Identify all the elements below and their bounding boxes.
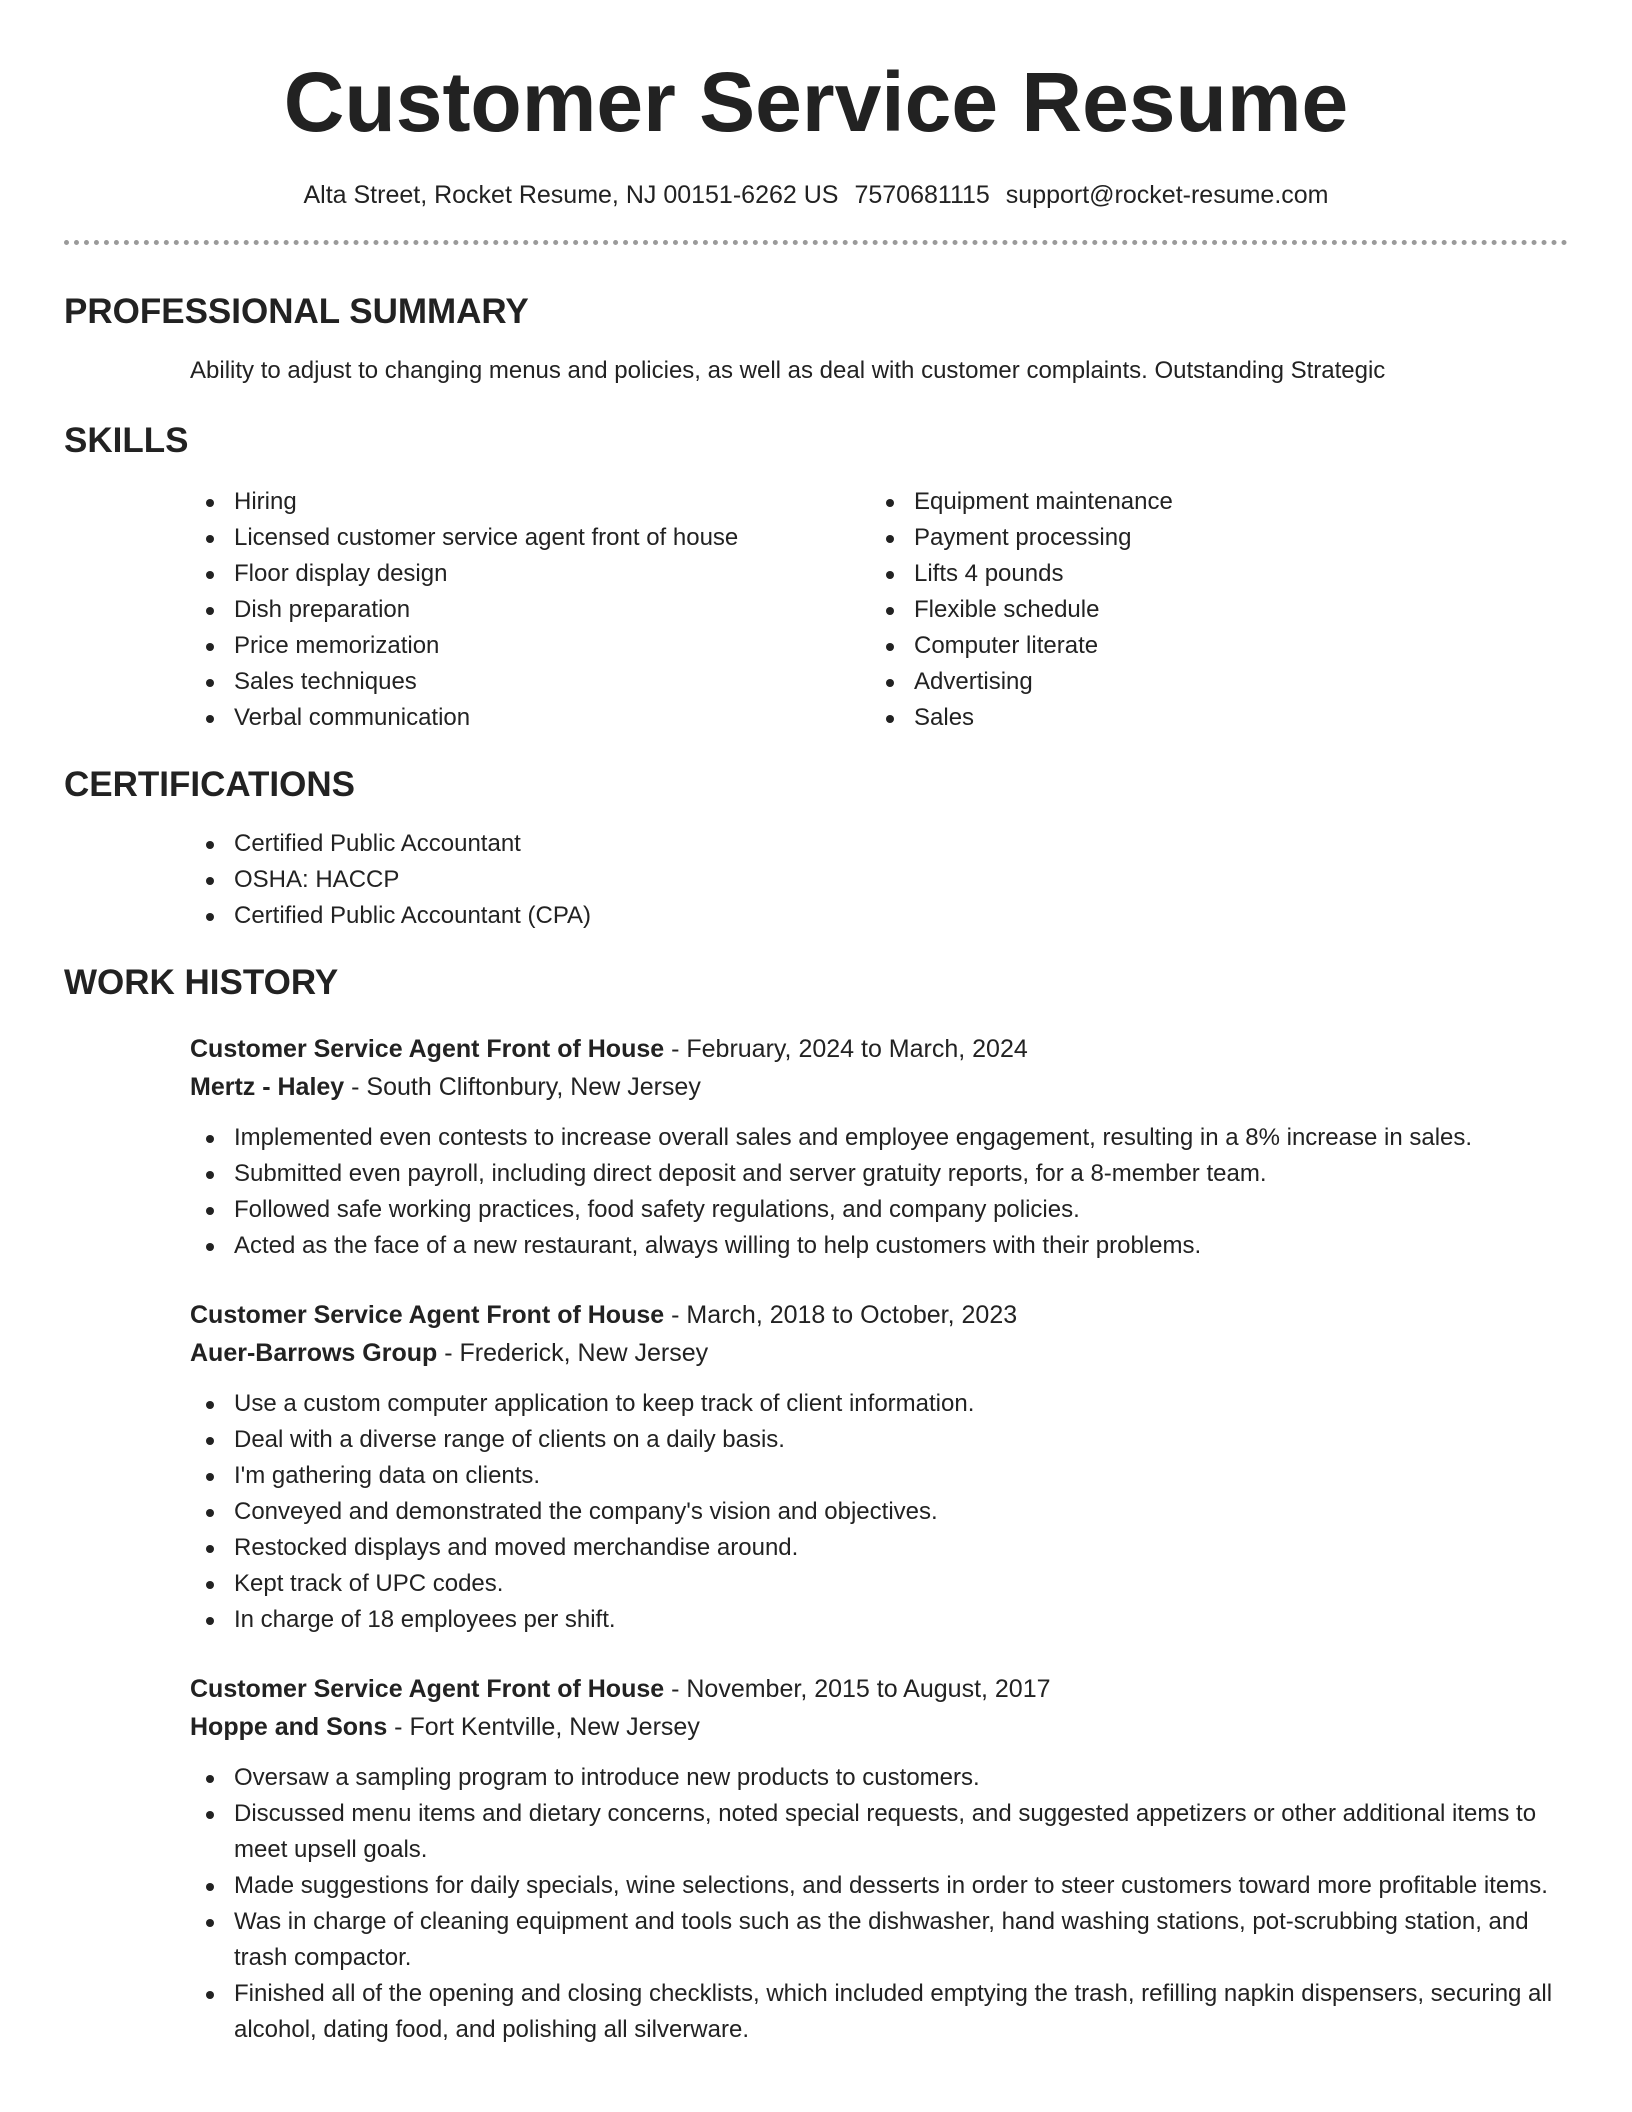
resume-page xyxy=(64,0,1568,2048)
job-duty: Implemented even contests to increase overall sales and employee engagement, resulting in a 8% increase in sales. xyxy=(190,1120,1568,1156)
job-duties-list xyxy=(190,1386,1568,1638)
job-company: Auer-Barrows Group xyxy=(190,1339,438,1368)
job-company-line xyxy=(190,1708,1568,1746)
job-role-line xyxy=(190,1030,1568,1068)
job-entry xyxy=(190,1670,1568,2048)
job-duty: Conveyed and demonstrated the company's vision and objectives. xyxy=(190,1494,1568,1530)
job-duties-list xyxy=(190,1120,1568,1264)
job-duty: Acted as the face of a new restaurant, always willing to help customers with their problems. xyxy=(190,1228,1568,1264)
job-location: - Frederick, New Jersey xyxy=(437,1339,709,1368)
skill-item: Sales techniques xyxy=(190,664,870,700)
contact-phone: 7570681115 xyxy=(854,181,990,209)
job-duty: Discussed menu items and dietary concerns, noted special requests, and suggested appetizers or other additional items to meet upsell goals. xyxy=(190,1796,1568,1868)
summary-heading: PROFESSIONAL SUMMARY xyxy=(64,292,529,331)
skill-item: Payment processing xyxy=(870,520,1550,556)
job-dates: - November, 2015 to August, 2017 xyxy=(664,1675,1051,1704)
job-entry xyxy=(190,1296,1568,1638)
job-duty: Oversaw a sampling program to introduce new products to customers. xyxy=(190,1760,1568,1796)
job-duty: Submitted even payroll, including direct deposit and server gratuity reports, for a 8-member team. xyxy=(190,1156,1568,1192)
skill-item: Dish preparation xyxy=(190,592,870,628)
job-duty: I'm gathering data on clients. xyxy=(190,1458,1568,1494)
skill-item: Verbal communication xyxy=(190,700,870,736)
job-location: - South Cliftonbury, New Jersey xyxy=(344,1073,701,1102)
job-duty: Finished all of the opening and closing checklists, which included emptying the trash, refilling napkin dispensers, securing all alcohol, dating food, and polishing all silverware. xyxy=(190,1976,1568,2048)
contact-address: Alta Street, Rocket Resume, NJ 00151-6262 US xyxy=(303,181,839,209)
job-location: - Fort Kentville, New Jersey xyxy=(387,1713,700,1742)
job-duty: Kept track of UPC codes. xyxy=(190,1566,1568,1602)
certifications-list xyxy=(190,826,1568,934)
contact-email: support@rocket-resume.com xyxy=(1005,181,1329,209)
work-history-heading: WORK HISTORY xyxy=(64,963,339,1003)
job-duty: Followed safe working practices, food safety regulations, and company policies. xyxy=(190,1192,1568,1228)
skills-right-list xyxy=(870,484,1550,736)
skills-heading: SKILLS xyxy=(64,421,189,461)
certification-item: Certified Public Accountant xyxy=(190,826,1568,862)
skill-item: Sales xyxy=(870,700,1550,736)
skill-item: Lifts 4 pounds xyxy=(870,556,1550,592)
resume-title: Customer Service Resume xyxy=(283,55,1349,149)
certification-item: Certified Public Accountant (CPA) xyxy=(190,898,1568,934)
certifications-heading: CERTIFICATIONS xyxy=(64,765,356,805)
job-role: Customer Service Agent Front of House xyxy=(190,1301,665,1330)
job-company: Mertz - Haley xyxy=(190,1073,345,1102)
job-duties-list xyxy=(190,1760,1568,2048)
job-dates: - March, 2018 to October, 2023 xyxy=(664,1301,1018,1330)
job-duty: Made suggestions for daily specials, wine selections, and desserts in order to steer customers toward more profitable items. xyxy=(190,1868,1568,1904)
skills-columns xyxy=(190,484,1568,736)
job-duty: Deal with a diverse range of clients on a daily basis. xyxy=(190,1422,1568,1458)
job-role-line xyxy=(190,1296,1568,1334)
job-duty: Use a custom computer application to keep track of client information. xyxy=(190,1386,1568,1422)
header-divider xyxy=(64,240,1568,245)
skill-item: Equipment maintenance xyxy=(870,484,1550,520)
job-company: Hoppe and Sons xyxy=(190,1713,388,1742)
job-company-line xyxy=(190,1068,1568,1106)
job-duty: Was in charge of cleaning equipment and tools such as the dishwasher, hand washing stations, pot-scrubbing station, and trash compactor. xyxy=(190,1904,1568,1976)
skills-left-list xyxy=(190,484,870,736)
skill-item: Licensed customer service agent front of house xyxy=(190,520,870,556)
job-role: Customer Service Agent Front of House xyxy=(190,1035,665,1064)
summary-text: Ability to adjust to changing menus and policies, as well as deal with customer complaints. Outstanding Strategic xyxy=(190,357,1386,384)
job-role: Customer Service Agent Front of House xyxy=(190,1675,665,1704)
job-entry xyxy=(190,1030,1568,1264)
skill-item: Advertising xyxy=(870,664,1550,700)
job-company-line xyxy=(190,1334,1568,1372)
skill-item: Hiring xyxy=(190,484,870,520)
contact-line xyxy=(64,180,1568,210)
skill-item: Computer literate xyxy=(870,628,1550,664)
job-role-line xyxy=(190,1670,1568,1708)
job-dates: - February, 2024 to March, 2024 xyxy=(664,1035,1028,1064)
certification-item: OSHA: HACCP xyxy=(190,862,1568,898)
job-duty: Restocked displays and moved merchandise around. xyxy=(190,1530,1568,1566)
skill-item: Floor display design xyxy=(190,556,870,592)
skill-item: Price memorization xyxy=(190,628,870,664)
job-duty: In charge of 18 employees per shift. xyxy=(190,1602,1568,1638)
skill-item: Flexible schedule xyxy=(870,592,1550,628)
